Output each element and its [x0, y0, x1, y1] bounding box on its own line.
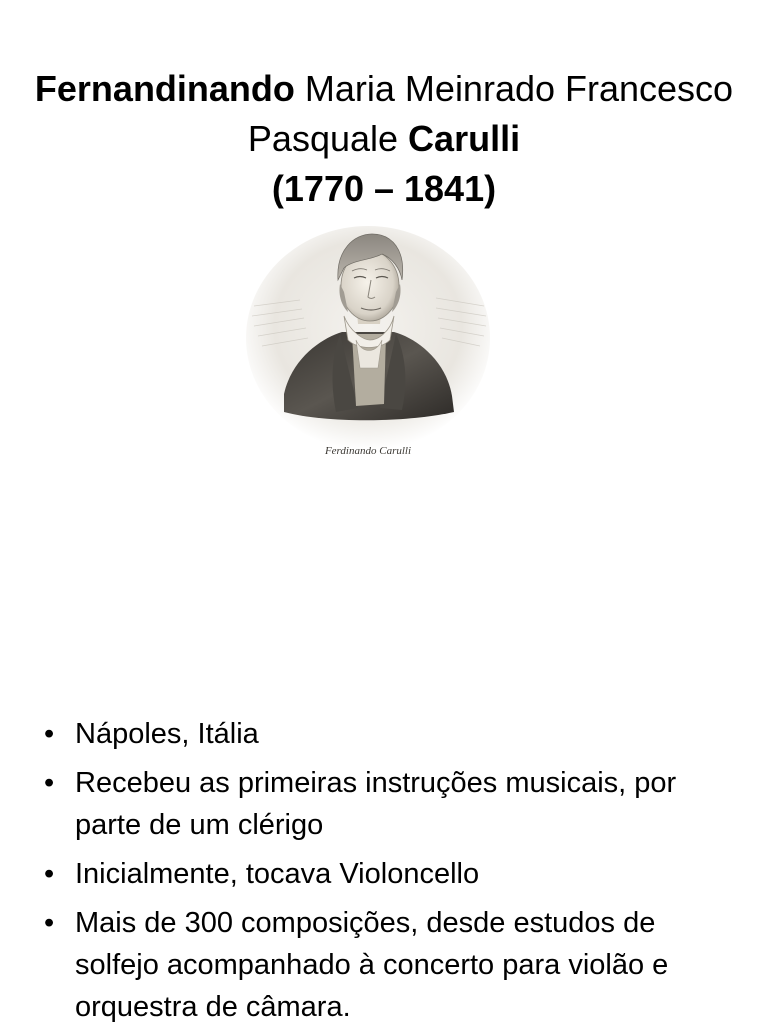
- title-dates: (1770 – 1841): [271, 168, 497, 210]
- portrait-signature: Ferdinando Carulli: [324, 445, 412, 457]
- bullet-text: Inicialmente, tocava Violoncello: [75, 858, 480, 890]
- title-surname: Carulli: [408, 118, 521, 160]
- portrait-image: [240, 198, 496, 480]
- slide-title: [0, 64, 768, 214]
- title-line-2: [0, 114, 768, 164]
- bullet-text: Recebeu as primeiras instruções musicais, por parte de um clérigo: [75, 767, 677, 841]
- title-line-1: [0, 64, 768, 114]
- bullet-dot: •: [44, 718, 55, 750]
- bullet-dot: •: [44, 907, 55, 939]
- bullet-item: [44, 713, 734, 755]
- bullet-item: [44, 762, 734, 846]
- portrait-engraving: [240, 198, 496, 480]
- bullet-text: Nápoles, Itália: [75, 718, 259, 750]
- bullet-dot: •: [44, 767, 55, 799]
- bullet-item: [44, 853, 734, 895]
- bullet-text: Mais de 300 composições, desde estudos de solfejo acompanhado à concerto para violão e orquestra de câmara.: [75, 907, 669, 1023]
- title-middle-name-2: Pasquale: [247, 118, 409, 160]
- bullet-dot: •: [44, 858, 55, 890]
- bullet-item: [44, 902, 734, 1024]
- title-middle-names: Maria Meinrado Francesco: [294, 68, 734, 110]
- bullet-list: [44, 713, 734, 1024]
- title-first-name: Fernandinando: [34, 68, 295, 110]
